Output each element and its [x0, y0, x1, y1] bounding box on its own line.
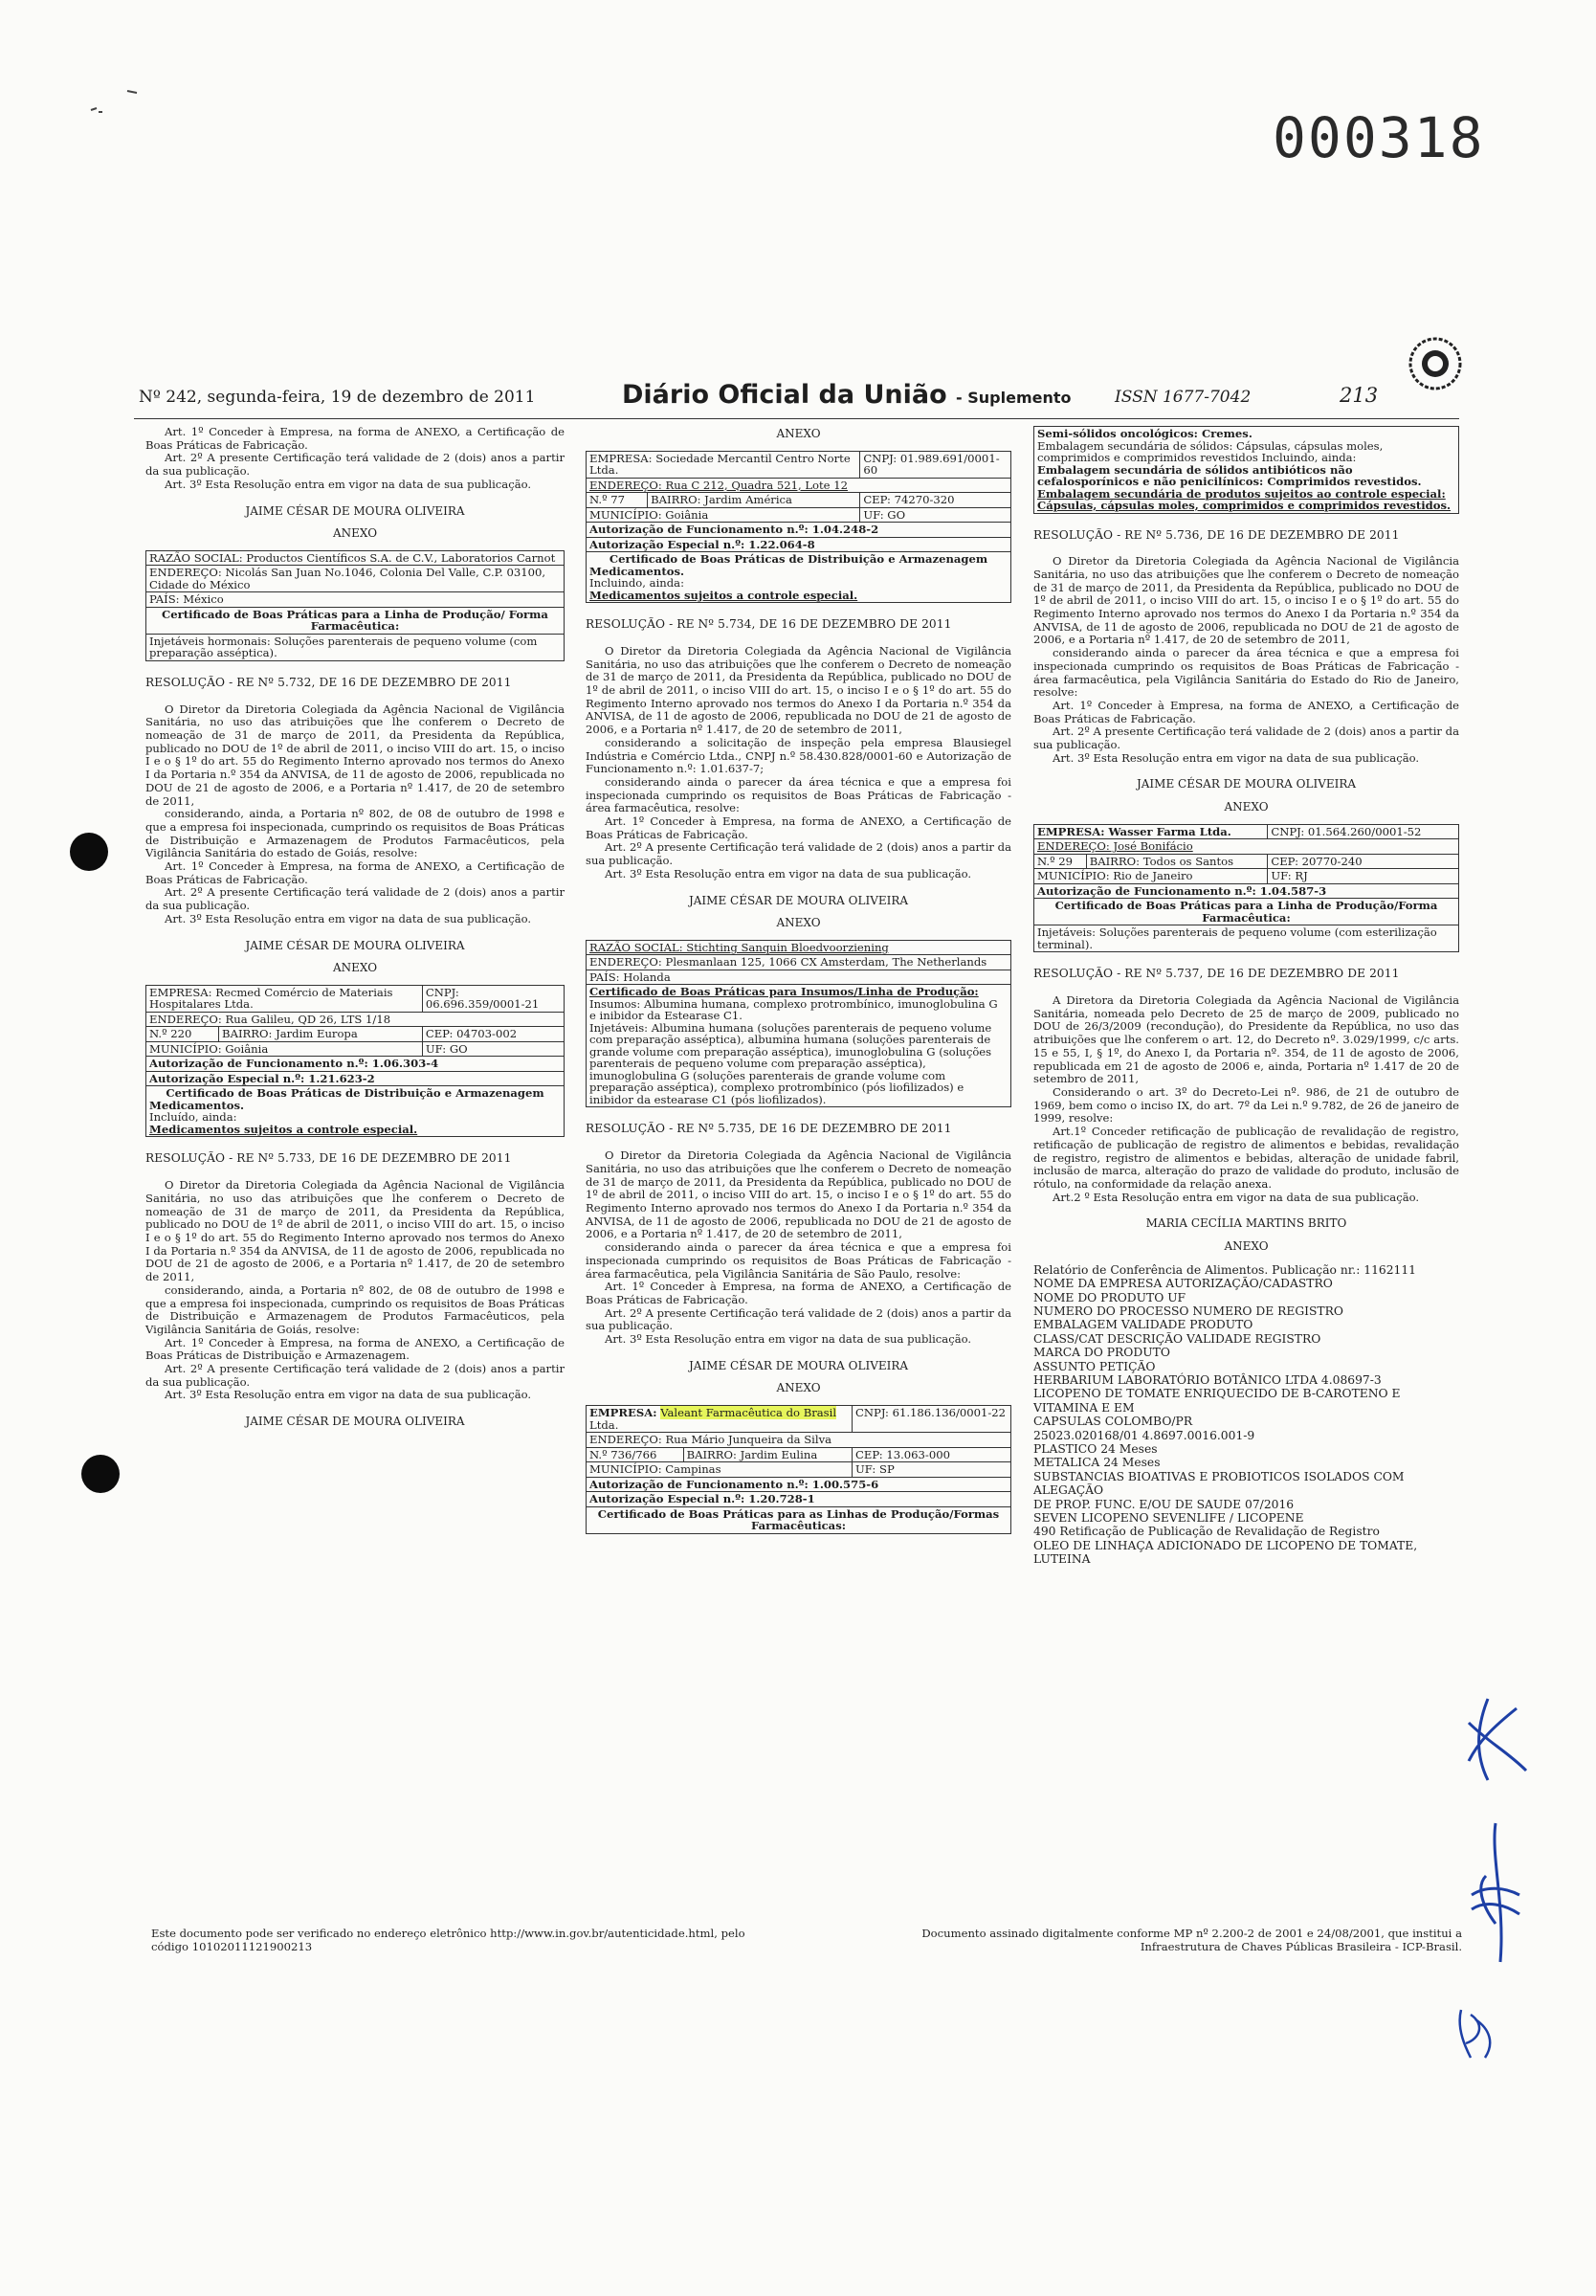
empresa-label: EMPRESA:: [589, 1406, 657, 1420]
injetaveis: Injetáveis: Albumina humana (soluções parenterais de pequeno volume com preparação asséptica), albumina humana (soluções parenterais de grande volume com preparação asséptica), imunoglobulina G (soluções parenterais de pequeno volume com preparação asséptica), imunoglobulina G (soluções parenterais de grande volume com preparação asséptica), complexo protrombínico (pós liofilizados) e inibidor da estearase C1 (pós liofilizados).: [589, 1020, 992, 1106]
paragraph: O Diretor da Diretoria Colegiada da Agência Nacional de Vigilância Sanitária, no uso das atribuições que lhe conferem o Decreto de nomeação de 31 de março de 2011, da Presidenta da República, publicado no DOU de 1º de abril de 2011, o inciso VIII do art. 15, o inciso I e o § 1º do art. 55 do Regimento Interno aprovado nos termos do Anexo I da Portaria n.º 354 da ANVISA, de 11 de agosto de 2006, republicada no DOU de 21 de agosto de 2006, e a Portaria nº 1.417, de 20 de setembro de 2011,: [586, 1148, 1011, 1241]
annex-table: [1033, 824, 1459, 953]
list-item: SUBSTANCIAS BIOATIVAS E PROBIOTICOS ISOLADOS COM ALEGAÇÃO: [1033, 1469, 1405, 1498]
certificate-item: Embalagem secundária de produtos sujeitos ao controle especial: Cápsulas, cápsulas moles, comprimidos e comprimidos revestidos.: [1037, 486, 1452, 512]
issn: ISSN 1677-7042: [1115, 388, 1252, 407]
uf: UF: GO: [422, 1041, 564, 1057]
paragraph: considerando ainda o parecer da área técnica e que a empresa foi inspecionada cumprindo os requisitos de Boas Práticas de Fabricação - área farmacêutica, pela Vigilância Sanitária de São Paulo, resolve:: [586, 1240, 1011, 1281]
paragraph: considerando a solicitação de inspeção pela empresa Blausiegel Indústria e Comércio Ltda., CNPJ n.º 58.430.828/0001-60 e Autorização de Funcionamento n.º: 1.01.637-7;: [586, 735, 1011, 776]
certificate-title: Certificado de Boas Práticas para a Linha de Produção/Forma Farmacêutica:: [1034, 899, 1459, 925]
paragraph: Art. 3º Esta Resolução entra em vigor na data de sua publicação.: [605, 866, 972, 881]
signer: JAIME CÉSAR DE MOURA OLIVEIRA: [688, 893, 909, 907]
list-item: PLASTICO 24 Meses: [1033, 1442, 1158, 1456]
paragraph: Considerando o art. 3º do Decreto-Lei nº. 986, de 21 de outubro de 1969, bem como o inciso IX, do art. 7º da Lei n.º 9.782, de 26 de janeiro de 1999, resolve:: [1033, 1084, 1459, 1126]
bairro: BAIRRO: Jardim Europa: [219, 1027, 423, 1042]
paragraph: Art. 3º Esta Resolução entra em vigor na data de sua publicação.: [165, 477, 532, 491]
paragraph: Art. 2º A presente Certificação terá validade de 2 (dois) anos a partir da sua publicação.: [586, 840, 1011, 868]
annex-heading: ANEXO: [776, 1381, 821, 1395]
handwritten-initials-icon: [1447, 2000, 1504, 2067]
issue-date: Nº 242, segunda-feira, 19 de dezembro de 2011: [139, 388, 536, 407]
paragraph: Art. 2º A presente Certificação terá validade de 2 (dois) anos a partir da sua publicação.: [145, 1362, 565, 1389]
certificate-block: [587, 552, 1011, 603]
endereco: ENDEREÇO: Rua Galileu, QD 26, LTS 1/18: [146, 1012, 565, 1027]
list-item: 25023.020168/01 4.8697.0016.001-9: [1033, 1428, 1255, 1442]
list-item: METALICA 24 Meses: [1033, 1456, 1161, 1470]
paragraph: Art. 2º A presente Certificação terá validade de 2 (dois) anos a partir da sua publicação.: [1033, 724, 1459, 752]
punch-hole-bottom: [81, 1455, 120, 1493]
certificate-item: Injetáveis hormonais: Soluções parenterais de pequeno volume (com preparação asséptica).: [146, 634, 565, 660]
uf: UF: RJ: [1268, 869, 1459, 884]
certificate-block: [1034, 427, 1459, 514]
numero: N.º 77: [587, 493, 648, 508]
bairro: BAIRRO: Jardim América: [648, 493, 860, 508]
punch-hole-top: [70, 833, 108, 871]
journal-name: Diário Oficial da União: [622, 380, 947, 410]
uf: UF: GO: [860, 507, 1011, 523]
paragraph: O Diretor da Diretoria Colegiada da Agência Nacional de Vigilância Sanitária, no uso das atribuições que lhe conferem o Decreto de nomeação de 31 de março de 2011, da Presidenta da República, publicado no DOU de 1º de abril de 2011, o inciso VIII do art. 15, o inciso I e o § 1º do art. 55 do Regimento Interno aprovado nos termos do Anexo I da Portaria n.º 354 da ANVISA, de 11 de agosto de 2006, republicada no DOU de 21 de agosto de 2006, e a Portaria nº 1.417, de 20 de setembro de 2011,: [1033, 554, 1459, 647]
paragraph: Art.1º Conceder retificação de publicação de revalidação de registro, retificação de publicação de registro de alimentos e bebidas, revalidação de registro, registro de alimentos e bebidas, alteração de unidade fabril, inclusão de marca, alteração do prazo de validade do produto, inclusão de rótulo, na conformidade da relação anexa.: [1033, 1125, 1459, 1191]
list-item: CAPSULAS COLOMBO/PR: [1033, 1415, 1193, 1429]
signer: JAIME CÉSAR DE MOURA OLIVEIRA: [245, 1415, 465, 1429]
paragraph: Art. 3º Esta Resolução entra em vigor na data de sua publicação.: [605, 1332, 972, 1347]
paragraph: O Diretor da Diretoria Colegiada da Agência Nacional de Vigilância Sanitária, no uso das atribuições que lhe conferem o Decreto de nomeação de 31 de março de 2011, da Presidenta da República, publicado no DOU de 1º de abril de 2011, o inciso VIII do art. 15, o inciso I e o § 1º do art. 55 do Regimento Interno aprovado nos termos do Anexo I da Portaria n.º 354 da ANVISA, de 11 de agosto de 2006, republicada no DOU de 21 de agosto de 2006, e a Portaria nº 1.417, de 20 de setembro de 2011,: [145, 1178, 565, 1284]
autorizacao-especial: Autorização Especial n.º: 1.22.064-8: [587, 537, 1011, 552]
municipio: MUNICÍPIO: Campinas: [587, 1462, 853, 1478]
pais: PAÍS: Holanda: [587, 970, 1011, 985]
certificate-item: Injetáveis: Soluções parenterais de pequeno volume (com esterilização terminal).: [1034, 925, 1459, 952]
annex-heading: ANEXO: [332, 526, 378, 541]
annex-table: [586, 451, 1011, 604]
list-item: HERBARIUM LABORATÓRIO BOTÂNICO LTDA 4.08697-3: [1033, 1372, 1382, 1387]
paragraph: Art. 1º Conceder à Empresa, na forma de ANEXO, a Certificação de Boas Práticas de Fabricação.: [586, 814, 1011, 841]
list-item: NOME DO PRODUTO UF: [1033, 1290, 1186, 1304]
list-item: NOME DA EMPRESA AUTORIZAÇÃO/CADASTRO: [1033, 1277, 1333, 1291]
municipio: MUNICÍPIO: Rio de Janeiro: [1034, 869, 1268, 884]
paragraph: Art. 3º Esta Resolução entra em vigor na data de sua publicação.: [165, 1388, 532, 1402]
cep: CEP: 04703-002: [422, 1027, 564, 1042]
paragraph: Art. 3º Esta Resolução entra em vigor na data de sua publicação.: [1053, 750, 1420, 765]
autorizacao-especial: Autorização Especial n.º: 1.21.623-2: [146, 1071, 565, 1086]
list-item: EMBALAGEM VALIDADE PRODUTO: [1033, 1318, 1253, 1332]
certificate-title: Certificado de Boas Práticas para Insumos/Linha de Produção:: [589, 985, 979, 999]
municipio: MUNICÍPIO: Goiânia: [146, 1041, 423, 1057]
paragraph: considerando ainda o parecer da área técnica e que a empresa foi inspecionada cumprindo os requisitos de Boas Práticas de Fabricação - área farmacêutica, pela Vigilância Sanitária do Estado do Rio de Janeiro, resolve:: [1033, 646, 1459, 700]
scan-mark: [43, 81, 158, 158]
certificate-item: Medicamentos.: [589, 564, 685, 578]
signer: JAIME CÉSAR DE MOURA OLIVEIRA: [688, 1358, 909, 1372]
page-stamp-number: 000318: [1273, 105, 1485, 170]
list-item: OLEO DE LINHAÇA ADICIONADO DE LICOPENO DE TOMATE, LUTEINA: [1033, 1538, 1418, 1567]
certificate-title: Certificado de Boas Práticas de Distribuição e Armazenagem: [166, 1086, 544, 1101]
signer: JAIME CÉSAR DE MOURA OLIVEIRA: [1136, 777, 1357, 791]
paragraph: Art. 3º Esta Resolução entra em vigor na data de sua publicação.: [165, 911, 532, 925]
list-item: DE PROP. FUNC. E/OU DE SAUDE 07/2016: [1033, 1497, 1295, 1511]
paragraph: Art. 1º Conceder à Empresa, na forma de ANEXO, a Certificação de Boas Práticas de Fabricação.: [586, 1280, 1011, 1306]
annex-table: [145, 550, 565, 661]
cnpj: CNPJ: 01.989.691/0001-60: [860, 451, 1011, 478]
bairro: BAIRRO: Jardim Eulina: [683, 1447, 852, 1462]
column-1: [145, 426, 565, 1437]
bairro: BAIRRO: Todos os Santos: [1086, 854, 1268, 869]
cnpj: CNPJ: 01.564.260/0001-52: [1268, 824, 1459, 839]
empresa: [587, 1406, 853, 1433]
certificate-item: Embalagem secundária de sólidos antibióticos não cefalosporínicos e não penicilínicos: Comprimidos revestidos.: [1037, 462, 1422, 488]
signer: JAIME CÉSAR DE MOURA OLIVEIRA: [245, 938, 465, 952]
insumos: Insumos: Albumina humana, complexo protrombínico, imunoglobulina G e inibidor da Estearase C1.: [589, 996, 998, 1023]
page-header: [139, 378, 1474, 416]
annex-heading: ANEXO: [776, 427, 821, 440]
municipio: MUNICÍPIO: Goiânia: [587, 507, 860, 523]
paragraph: Art. 1º Conceder à Empresa, na forma de ANEXO, a Certificação de Boas Práticas de Fabricação.: [145, 859, 565, 886]
certificate-item: Incluindo, ainda:: [589, 576, 684, 591]
list-item: ASSUNTO PETIÇÃO: [1033, 1359, 1156, 1373]
empresa: EMPRESA: Wasser Farma Ltda.: [1034, 824, 1268, 839]
empresa: EMPRESA: Recmed Comércio de Materiais Hospitalares Ltda.: [146, 985, 423, 1012]
cep: CEP: 74270-320: [860, 493, 1011, 508]
paragraph: Art. 1º Conceder à Empresa, na forma de ANEXO, a Certificação de Boas Práticas de Fabricação.: [145, 425, 565, 452]
paragraph: Art. 2º A presente Certificação terá validade de 2 (dois) anos a partir da sua publicação.: [145, 451, 565, 479]
signer: JAIME CÉSAR DE MOURA OLIVEIRA: [245, 503, 465, 518]
list-item: Relatório de Conferência de Alimentos. Publicação nr.: 1162111: [1033, 1262, 1417, 1277]
resolution-title: RESOLUÇÃO - RE Nº 5.734, DE 16 DE DEZEMBRO DE 2011: [586, 617, 952, 632]
paragraph: O Diretor da Diretoria Colegiada da Agência Nacional de Vigilância Sanitária, no uso das atribuições que lhe conferem o Decreto de nomeação de 31 de março de 2011, da Presidenta da República, publicado no DOU de 1º de abril de 2011, o inciso VIII do art. 15, o inciso I e o § 1º do art. 55 do Regimento Interno aprovado nos termos do Anexo I da Portaria n.º 354 da ANVISA, de 11 de agosto de 2006, republicada no DOU de 21 de agosto de 2006, e a Portaria nº 1.417, de 20 de setembro de 2011,: [145, 702, 565, 808]
cep: CEP: 20770-240: [1268, 854, 1459, 869]
list-item: SEVEN LICOPENO SEVENLIFE / LICOPENE: [1033, 1511, 1304, 1526]
numero: N.º 220: [146, 1027, 219, 1042]
endereco: ENDEREÇO: Nicolás San Juan No.1046, Colonia Del Valle, C.P. 03100, Cidade do México: [146, 566, 565, 592]
certificate-item: Embalagem secundária de sólidos: Cápsulas, cápsulas moles, comprimidos e comprimidos revestidos Incluindo, ainda:: [1037, 438, 1384, 464]
column-2: [586, 426, 1011, 1540]
pais: PAÍS: México: [146, 592, 565, 608]
footer-signature-note: Documento assinado digitalmente conforme MP nº 2.200-2 de 2001 e 24/08/2001, que institui a Infraestrutura de Chaves Públicas Brasileira - ICP-Brasil.: [921, 1927, 1462, 1953]
list-item: LICOPENO DE TOMATE ENRIQUECIDO DE B-CAROTENO E VITAMINA E EM: [1033, 1387, 1401, 1415]
annex-table: [145, 985, 565, 1138]
endereco: ENDEREÇO: Rua Mário Junqueira da Silva: [587, 1433, 1011, 1448]
certificate-item: Medicamentos sujeitos a controle especial.: [589, 588, 858, 602]
header-rule: [134, 418, 1459, 419]
annex-table-continued: [1033, 426, 1459, 514]
paragraph: considerando, ainda, a Portaria nº 802, de 08 de outubro de 1998 e que a empresa foi inspecionada, cumprindo os requisitos de Boas Práticas de Distribuição e Armazenagem de Produtos Farmacêuticos, pela Vigilância Sanitária do estado de Goiás, resolve:: [145, 807, 565, 860]
list-item: CLASS/CAT DESCRIÇÃO VALIDADE REGISTRO: [1033, 1331, 1321, 1346]
certificate-block: [146, 1086, 565, 1137]
resolution-title: RESOLUÇÃO - RE Nº 5.737, DE 16 DE DEZEMBRO DE 2011: [1033, 967, 1400, 981]
autorizacao-especial: Autorização Especial n.º: 1.20.728-1: [587, 1492, 1011, 1507]
paragraph: Art. 2º A presente Certificação terá validade de 2 (dois) anos a partir da sua publicação.: [145, 885, 565, 913]
footer-verification: Este documento pode ser verificado no endereço eletrônico http://www.in.gov.br/autenticidade.html, pelo código 10102011121900213: [151, 1927, 745, 1953]
journal-title: [622, 380, 1072, 410]
paragraph: Art. 2º A presente Certificação terá validade de 2 (dois) anos a partir da sua publicação.: [586, 1305, 1011, 1333]
autorizacao-funcionamento: Autorização de Funcionamento n.º: 1.00.575-6: [587, 1477, 1011, 1492]
annex-table: [586, 1405, 1011, 1534]
certificate-item: Medicamentos.: [149, 1098, 245, 1112]
annex-heading: ANEXO: [776, 916, 821, 930]
autorizacao-funcionamento: Autorização de Funcionamento n.º: 1.04.248-2: [587, 523, 1011, 538]
annex-heading: ANEXO: [1224, 1239, 1269, 1254]
paragraph: O Diretor da Diretoria Colegiada da Agência Nacional de Vigilância Sanitária, no uso das atribuições que lhe conferem o Decreto de nomeação de 31 de março de 2011, da Presidenta da República, publicado no DOU de 1º de abril de 2011, o inciso VIII do art. 15, o inciso I e o § 1º do art. 55 do Regimento Interno aprovado nos termos do Anexo I da Portaria n.º 354 da ANVISA, de 11 de agosto de 2006, republicada no DOU de 21 de agosto de 2006, e a Portaria nº 1.417, de 20 de setembro de 2011,: [586, 643, 1011, 737]
autorizacao-funcionamento: Autorização de Funcionamento n.º: 1.06.303-4: [146, 1057, 565, 1072]
numero: N.º 736/766: [587, 1447, 684, 1462]
cnpj: CNPJ: 06.696.359/0001-21: [422, 985, 564, 1012]
resolution-title: RESOLUÇÃO - RE Nº 5.736, DE 16 DE DEZEMBRO DE 2011: [1033, 527, 1400, 542]
page-number: 213: [1340, 384, 1379, 407]
endereco: ENDEREÇO: Rua C 212, Quadra 521, Lote 12: [587, 478, 1011, 493]
certificate-block: [587, 985, 1011, 1107]
numero: N.º 29: [1034, 854, 1087, 869]
handwritten-mark-icon: [1459, 1684, 1536, 1799]
certificate-title: Certificado de Boas Práticas para a Linha de Produção/ Forma Farmacêutica:: [146, 607, 565, 634]
imprensa-seal-icon: [1407, 335, 1464, 392]
paragraph: considerando, ainda, a Portaria nº 802, de 08 de outubro de 1998 e que a empresa foi inspecionada, cumprindo os requisitos de Boas Práticas de Distribuição e Armazenagem de Produtos Farmacêuticos, pela Vigilância Sanitária de Goiás, resolve:: [145, 1282, 565, 1336]
resolution-title: RESOLUÇÃO - RE Nº 5.732, DE 16 DE DEZEMBRO DE 2011: [145, 675, 512, 689]
autorizacao-funcionamento: Autorização de Funcionamento n.º: 1.04.587-3: [1034, 883, 1459, 899]
product-list: [1033, 1263, 1459, 1567]
cep: CEP: 13.063-000: [853, 1447, 1011, 1462]
razao-social: RAZÃO SOCIAL: Productos Científicos S.A. de C.V., Laboratorios Carnot: [146, 550, 565, 566]
paragraph: considerando ainda o parecer da área técnica e que a empresa foi inspecionada cumprindo os requisitos de Boas Práticas de Fabricação - área farmacêutica, resolve:: [586, 774, 1011, 815]
certificate-item: Semi-sólidos oncológicos: Cremes.: [1037, 427, 1252, 440]
annex-heading: ANEXO: [332, 961, 378, 975]
certificate-title: Certificado de Boas Práticas para as Linhas de Produção/Formas Farmacêuticas:: [587, 1506, 1011, 1533]
handwritten-mark-icon: [1452, 1818, 1529, 1972]
resolution-title: RESOLUÇÃO - RE Nº 5.735, DE 16 DE DEZEMBRO DE 2011: [586, 1122, 952, 1136]
resolution-title: RESOLUÇÃO - RE Nº 5.733, DE 16 DE DEZEMBRO DE 2011: [145, 1151, 512, 1166]
annex-table: [586, 940, 1011, 1108]
endereco: ENDEREÇO: José Bonifácio: [1034, 839, 1459, 855]
list-item: MARCA DO PRODUTO: [1033, 1346, 1170, 1360]
empresa-suffix: Ltda.: [589, 1417, 619, 1432]
paragraph: Art. 1º Conceder à Empresa, na forma de ANEXO, a Certificação de Boas Práticas de Fabricação.: [1033, 698, 1459, 725]
annex-heading: ANEXO: [1224, 800, 1269, 814]
journal-supplement: - Suplemento: [956, 389, 1072, 407]
empresa: EMPRESA: Sociedade Mercantil Centro Norte Ltda.: [587, 451, 860, 478]
certificate-title: Certificado de Boas Práticas de Distribuição e Armazenagem: [609, 552, 988, 567]
empresa-name-highlight: Valeant Farmacêutica do Brasil: [660, 1406, 837, 1420]
column-3: [1033, 426, 1459, 1567]
certificate-item: Medicamentos sujeitos a controle especial.: [149, 1122, 418, 1136]
paragraph: Art.2 º Esta Resolução entra em vigor na data de sua publicação.: [1053, 1190, 1420, 1204]
paragraph: Art. 1º Conceder à Empresa, na forma de ANEXO, a Certificação de Boas Práticas de Distribuição e Armazenagem.: [145, 1335, 565, 1363]
signer: MARIA CECÍLIA MARTINS BRITO: [1145, 1216, 1347, 1231]
list-item: 490 Retificação de Publicação de Revalidação de Registro: [1033, 1525, 1380, 1539]
list-item: NUMERO DO PROCESSO NUMERO DE REGISTRO: [1033, 1304, 1343, 1318]
endereco: ENDEREÇO: Plesmanlaan 125, 1066 CX Amsterdam, The Netherlands: [587, 955, 1011, 970]
cnpj: CNPJ: 61.186.136/0001-22: [853, 1406, 1011, 1433]
paragraph: A Diretora da Diretoria Colegiada da Agência Nacional de Vigilância Sanitária, nomeada pelo Decreto de 25 de março de 2009, publicado no DOU de 26/3/2009 (recondução), do Presidente da República, no uso das atribuições que lhe conferem o art. 12, do Decreto nº. 3.029/1999, c/c arts. 15 e 55, I, § 1º, do Anexo I, da Portaria nº. 354, de 11 de agosto de 2006, republicada em 21 de agosto de 2006 e, ainda, Portaria nº 1.417 de 20 de setembro de 2011,: [1033, 993, 1459, 1086]
certificate-item: Incluído, ainda:: [149, 1110, 237, 1125]
uf: UF: SP: [853, 1462, 1011, 1478]
razao-social: RAZÃO SOCIAL: Stichting Sanquin Bloedvoorziening: [587, 940, 1011, 955]
